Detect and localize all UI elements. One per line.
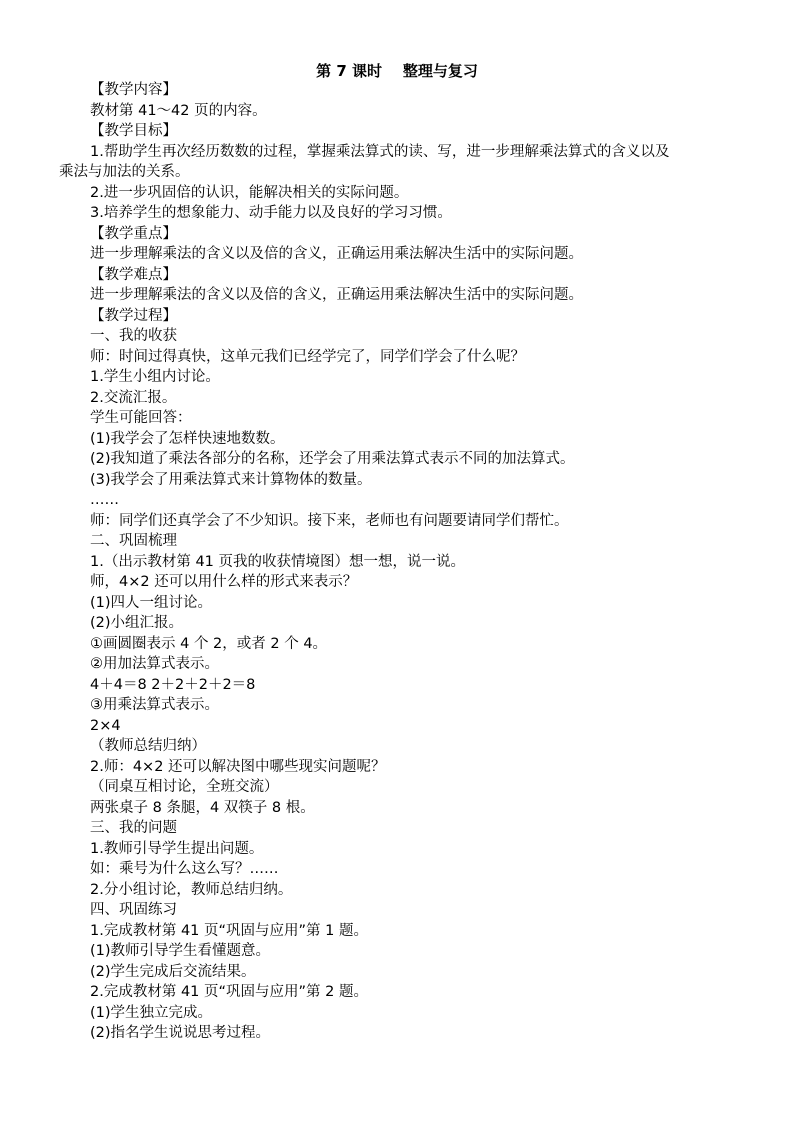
goal-item-1-line2: 乘法与加法的关系。 <box>59 164 190 180</box>
process-line: ①画圆圈表示 4 个 2，或者 2 个 4。 <box>90 635 328 652</box>
process-line: 两张桌子 8 条腿，4 双筷子 8 根。 <box>90 799 315 816</box>
process-line: 师，4×2 还可以用什么样的形式来表示？ <box>90 574 358 590</box>
process-line: (2)小组汇报。 <box>90 615 184 631</box>
process-line: 四、巩固练习 <box>90 902 177 918</box>
goal-item-2: 2.进一步巩固倍的认识，能解决相关的实际问题。 <box>90 184 409 201</box>
process-line: 学生可能回答： <box>90 410 192 426</box>
process-line: 2.分小组讨论，教师总结归纳。 <box>90 881 293 898</box>
goal-item-3: 3.培养学生的想象能力、动手能力以及良好的学习习惯。 <box>90 205 452 221</box>
process-line: 师：时间过得真快，这单元我们已经学完了，同学们学会了什么呢？ <box>90 348 525 365</box>
process-line: （教师总结归纳） <box>90 738 206 754</box>
process-line: (3)我学会了用乘法算式来计算物体的数量。 <box>90 471 372 488</box>
process-line: （同桌互相讨论，全班交流） <box>90 779 279 795</box>
process-line: 2.交流汇报。 <box>90 389 177 406</box>
process-line: 1.学生小组内讨论。 <box>90 369 220 385</box>
process-line: 2×4 <box>90 717 121 734</box>
process-line: 如：乘号为什么这么写？…… <box>90 861 279 877</box>
section-heading-content: 【教学内容】 <box>90 82 177 98</box>
section-heading-goals: 【教学目标】 <box>90 123 177 139</box>
key-text: 进一步理解乘法的含义以及倍的含义，正确运用乘法解决生活中的实际问题。 <box>90 246 583 262</box>
process-line: 4＋4＝8 2＋2＋2＋2＝8 <box>90 676 256 693</box>
process-line: (1)四人一组讨论。 <box>90 594 213 611</box>
process-line: (2)指名学生说说思考过程。 <box>90 1025 271 1041</box>
process-line: 师：同学们还真学会了不少知识。接下来，老师也有问题要请同学们帮忙。 <box>90 512 569 529</box>
document-body <box>59 80 740 1044</box>
section-heading-key: 【教学重点】 <box>90 225 177 242</box>
process-line: ②用加法算式表示。 <box>90 656 219 672</box>
section-heading-difficulty: 【教学难点】 <box>90 266 177 283</box>
process-line: 1.完成教材第 41 页“巩固与应用”第 1 题。 <box>90 922 368 939</box>
process-line: (1)我学会了怎样快速地数数。 <box>90 430 285 447</box>
process-line: …… <box>90 492 119 508</box>
page-title: 第 7 课时 整理与复习 <box>316 62 478 80</box>
process-line: (2)我知道了乘法各部分的名称，还学会了用乘法算式表示不同的加法算式。 <box>90 451 575 467</box>
process-line: 1.教师引导学生提出问题。 <box>90 840 264 857</box>
process-line: (1)教师引导学生看懂题意。 <box>90 943 271 959</box>
process-line: 2.完成教材第 41 页“巩固与应用”第 2 题。 <box>90 984 368 1000</box>
difficulty-text: 进一步理解乘法的含义以及倍的含义，正确运用乘法解决生活中的实际问题。 <box>90 287 583 303</box>
section-heading-process: 【教学过程】 <box>90 307 177 324</box>
goal-item-1-line1: 1.帮助学生再次经历数数的过程，掌握乘法算式的读、写，进一步理解乘法算式的含义以及 <box>90 143 670 160</box>
process-line: 一、我的收获 <box>90 328 177 344</box>
process-line: (2)学生完成后交流结果。 <box>90 963 256 980</box>
process-line: 二、巩固梳理 <box>90 533 177 549</box>
process-line: 三、我的问题 <box>90 820 177 836</box>
process-line: 1.（出示教材第 41 页我的收获情境图）想一想，说一说。 <box>90 553 466 570</box>
process-list <box>90 326 740 1044</box>
process-line: ③用乘法算式表示。 <box>90 697 219 713</box>
process-line: (1)学生独立完成。 <box>90 1004 213 1021</box>
content-text: 教材第 41～42 页的内容。 <box>90 102 267 119</box>
process-line: 2.师：4×2 还可以解决图中哪些现实问题呢？ <box>90 758 386 775</box>
